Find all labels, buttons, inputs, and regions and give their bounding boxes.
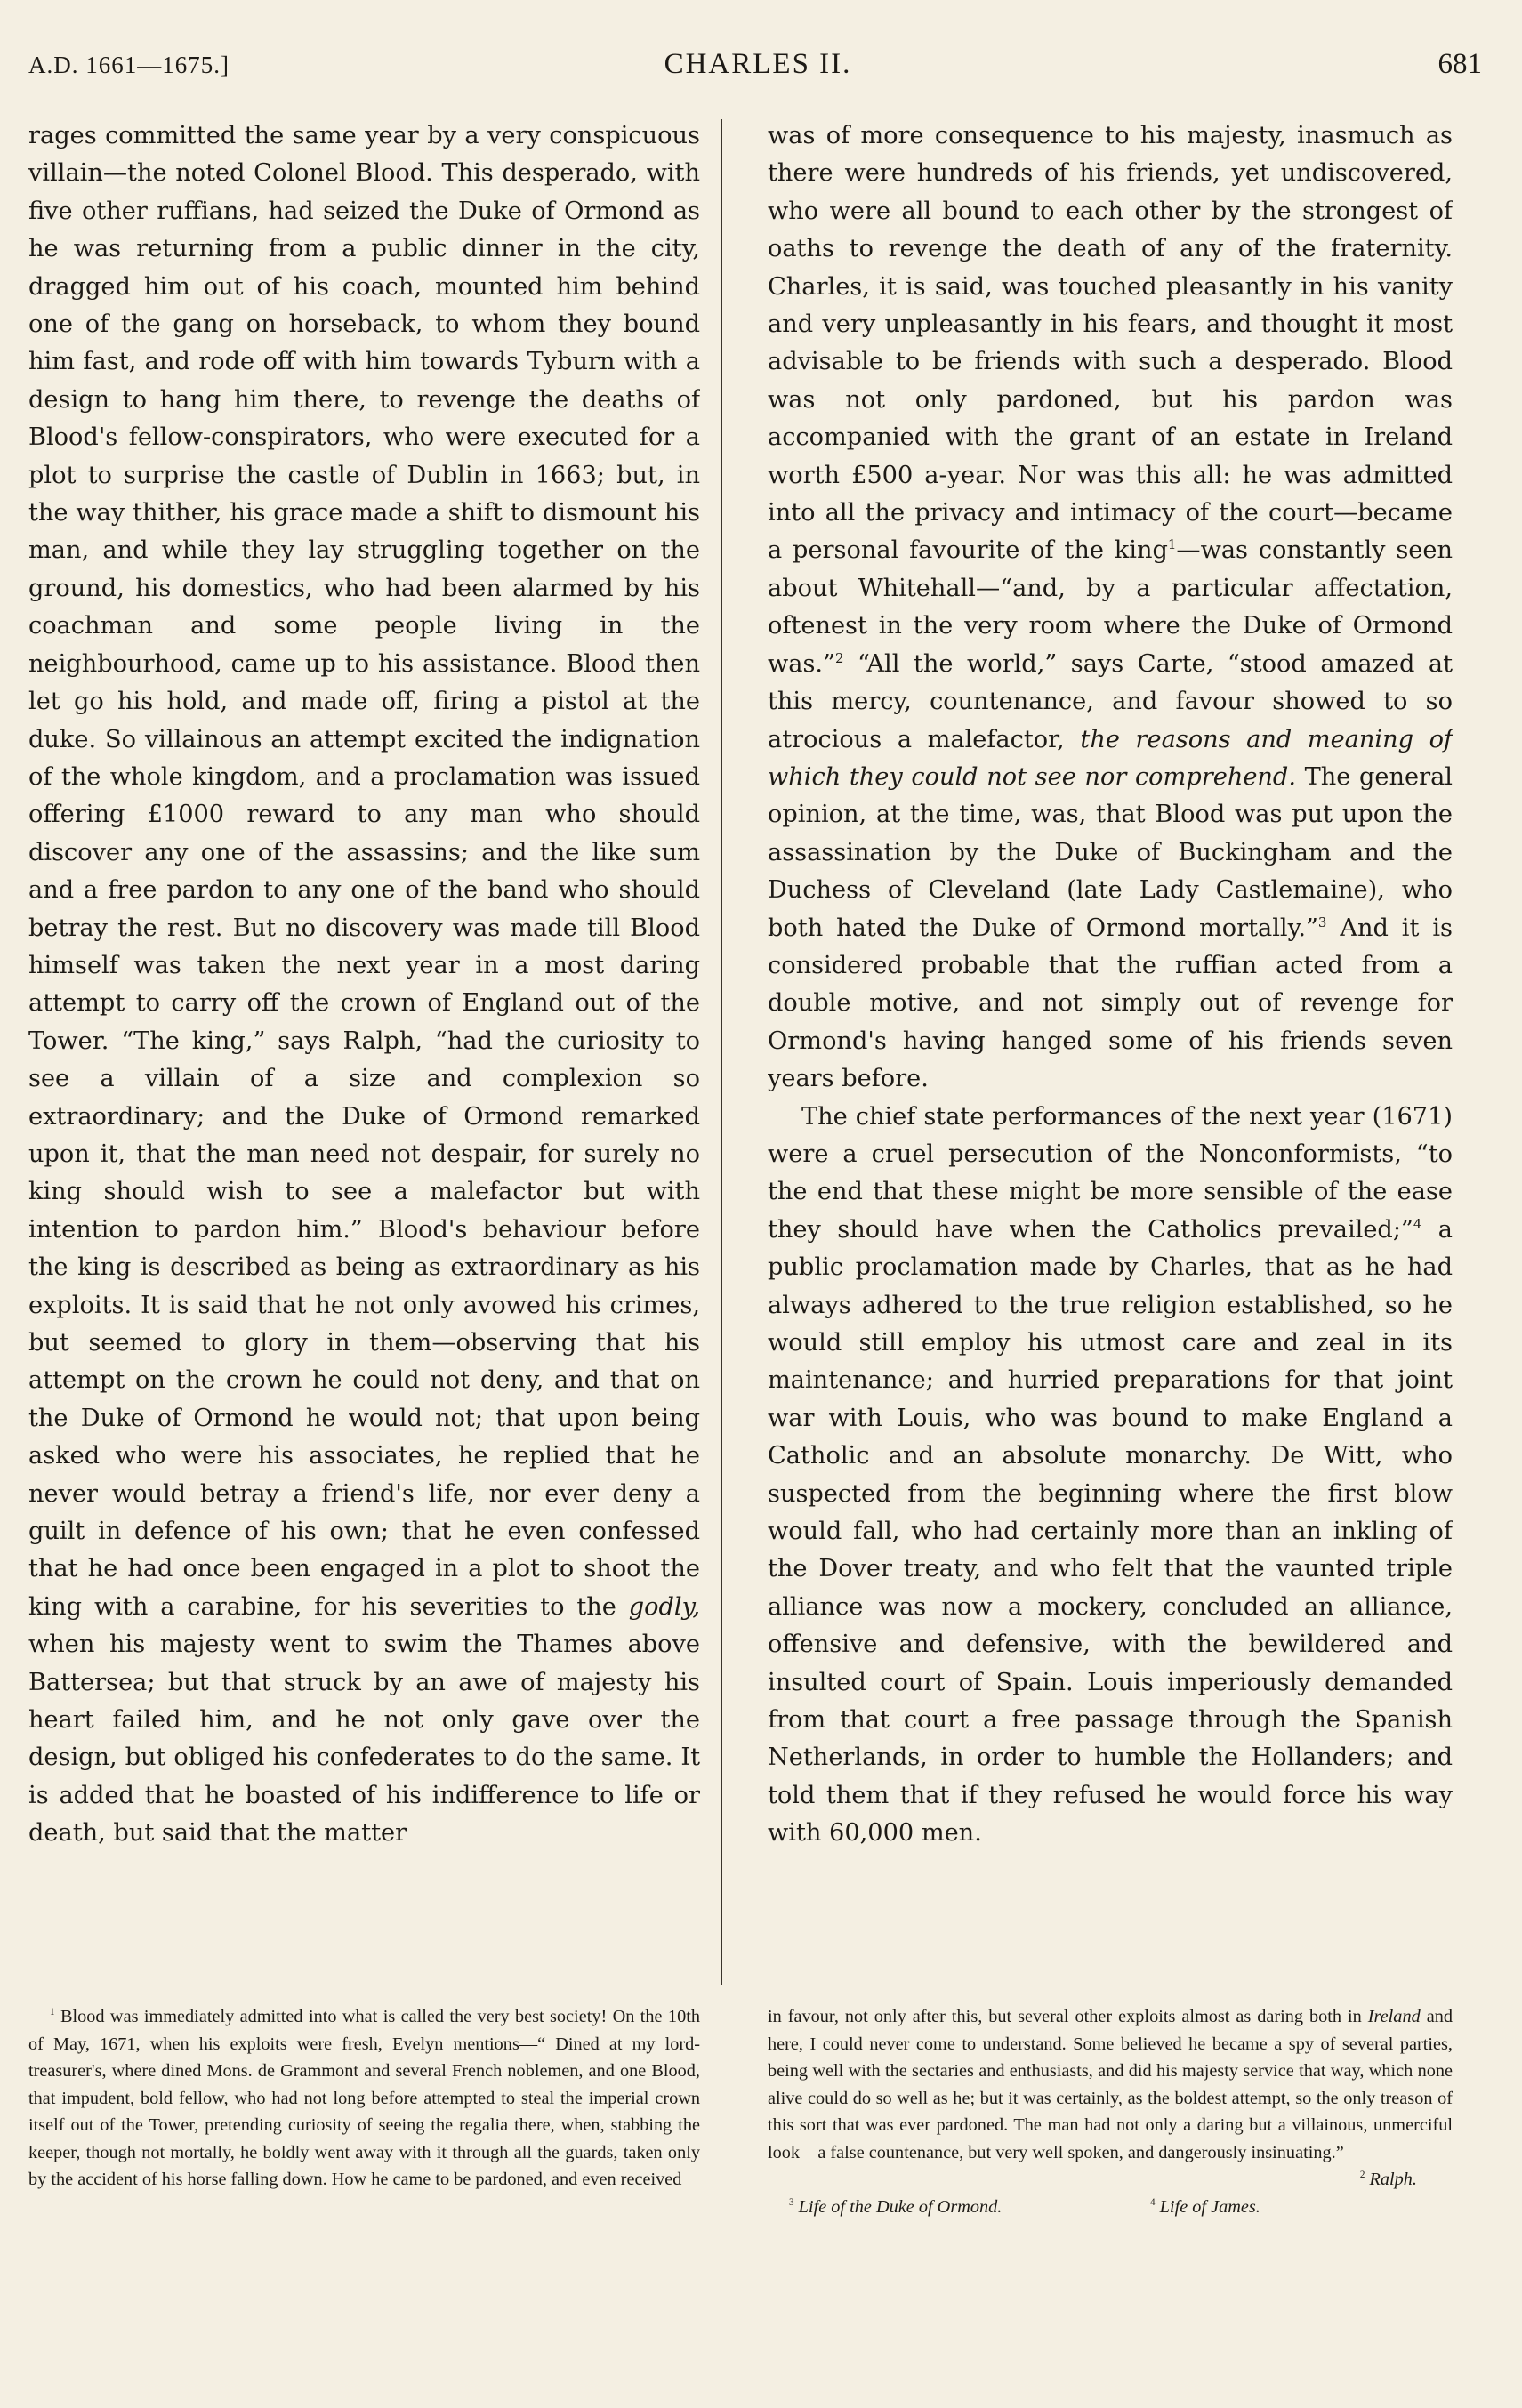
body-column-left [28, 117, 700, 1939]
body-column-right [768, 117, 1453, 1939]
footnote-1: $^1$ Blood was immediately admitted into what is called the very best society! On the 10th of May, 1671, when his exploits were fresh, Evelyn mentions—“ Dined at my lord-treasurer's, where dined Mons. de Grammont and several French noblemen, and one Blood, that impudent, bold fellow, who had not long before attempted to steal the imperial crown itself out of the Tower, pretending curiosity of seeing the regalia there, when, stabbing the keeper, though not mortally, he boldly went away with it through all the guards, taken only by the accident of his horse falling down. How he came to be pardoned, and even received [28, 2007, 700, 2189]
footnote-1-continued: in favour, not only after this, but several other exploits almost as daring both in Ireland and here, I could never come to understand. Some believed he became a spy of several parties, being well with the sectaries and enthusiasts, and did his majesty service that way, which none alive could do so well as he; but it was certainly, as the boldest attempt, so the only treason of this sort that was ever pardoned. The man had not only a daring but a villainous, unmerciful look—a false countenance, but very well spoken, and dangerously insinuating.” [768, 2007, 1453, 2162]
italic-quote: the reasons and meaning of which they could not see nor comprehend. [768, 725, 1453, 791]
footnote-refs-row [768, 2194, 1453, 2220]
footnotes-left [28, 2003, 700, 2377]
page-number: 681 [1437, 48, 1482, 80]
footnote-ref-1: 1 [1167, 536, 1177, 553]
running-title: CHARLES II. [664, 48, 852, 80]
page-header [28, 48, 1487, 105]
footnote-3: $^3$ Life of the Duke of Ormond. [789, 2196, 1003, 2217]
footnote-4: $^4$ Life of James. [1150, 2196, 1260, 2217]
footnote-2: $^2$ Ralph. [1359, 2170, 1417, 2189]
paragraph: was of more consequence to his majesty, inasmuch as there were hundreds of his friends, yet undiscovered, who were all bound to each other by the strongest of oaths to revenge the death of any of the fraternity. Charles, it is said, was touched pleasantly in his vanity and very unpleasantly in his fears, and thought it most advisable to be friends with such a desperado. Blood was not only pardoned, but his pardon was accompanied with the grant of an estate in Ireland worth £500 a-year. Nor was this all: he was admitted into all the privacy and intimacy of the court—became a personal favourite of the king$^1$—was constantly seen about Whitehall—“and, by a particular affectation, oftenest in the very room where the Duke of Ormond was.”$^2$ “All the world,” says Carte, “stood amazed at this mercy, countenance, and favour showed to so atrocious a malefactor, the reasons and meaning of which they could not see nor comprehend. The general opinion, at the time, was, that Blood was put upon the assassination by the Duke of Buckingham and the Duchess of Cleveland (late Lady Castlemaine), who both hated the Duke of Ormond mortally.”$^3$ And it is considered probable that the ruffian acted from a double motive, and not simply out of revenge for Ormond's having hanged some of his friends seven years before. [768, 122, 1453, 1093]
footnotes-right [768, 2003, 1453, 2377]
footnote-ref-3: 3 [1317, 914, 1327, 930]
paragraph: rages committed the same year by a very conspicuous villain—the noted Colonel Blood. This desperado, with five other ruffians, had seized the Duke of Ormond as he was returning from a public dinner in the city, dragged him out of his coach, mounted him behind one of the gang on horseback, to whom they bound him fast, and rode off with him towards Tyburn with a design to hang him there, to revenge the deaths of Blood's fellow-conspirators, who were executed for a plot to surprise the castle of Dublin in 1663; but, in the way thither, his grace made a shift to dismount his man, and while they lay struggling together on the ground, his domestics, who had been alarmed by his coachman and some people living in the neighbourhood, came up to his assistance. Blood then let go his hold, and made off, firing a pistol at the duke. So villainous an attempt excited the indignation of the whole kingdom, and a proclamation was issued offering £1000 reward to any man who should discover any one of the assassins; and the like sum and a free pardon to any one of the band who should betray the rest. But no discovery was made till Blood himself was taken the next year in a most daring attempt to carry off the crown of England out of the Tower. “The king,” says Ralph, “had the curiosity to see a villain of a size and complexion so extraordinary; and the Duke of Ormond remarked upon it, that the man need not despair, for surely no king should wish to see a malefactor but with intention to pardon him.” Blood's behaviour before the king is described as being as extraordinary as his exploits. It is said that he not only avowed his crimes, but seemed to glory in them—observing that his attempt on the crown he could not deny, and that on the Duke of Ormond he would not; that upon being asked who were his associates, he replied that he never would betray a friend's life, nor ever deny a guilt in defence of his own; that he even confessed that he had once been engaged in a plot to shoot the king with a carabine, for his severities to the godly, when his majesty went to swim the Thames above Battersea; but that struck by an awe of majesty his heart failed him, and he not only gave over the design, but obliged his confederates to do the same. It is added that he boasted of his indifference to life or death, but said that the matter [28, 122, 700, 1848]
paragraph: The chief state performances of the next year (1671) were a cruel persecution of the Nonconformists, “to the end that these might be more sensible of the ease they should have when the Catholics prevailed;”$^4$ a public proclamation made by Charles, that as he had always adhered to the true religion established, so he would still employ his utmost care and zeal in its maintenance; and hurried preparations for that joint war with Louis, who was bound to make England a Catholic and an absolute monarchy. De Witt, who suspected from the beginning where the first blow would fall, who had certainly more than an inkling of the Dover treaty, and who felt that the vaunted triple alliance was now a mockery, concluded an alliance, offensive and defensive, with the bewildered and insulted court of Spain. Louis imperiously demanded from that court a free passage through the Spanish Netherlands, in order to humble the Hollanders; and told them that if they refused he would force his way with 60,000 men. [768, 1102, 1453, 1848]
italic-godly: godly, [628, 1592, 700, 1621]
footnote-ref-2: 2 [834, 649, 844, 666]
footnote-ref-4: 4 [1413, 1215, 1422, 1232]
header-dates: A.D. 1661—1675.] [28, 52, 230, 78]
column-divider [721, 119, 722, 1985]
